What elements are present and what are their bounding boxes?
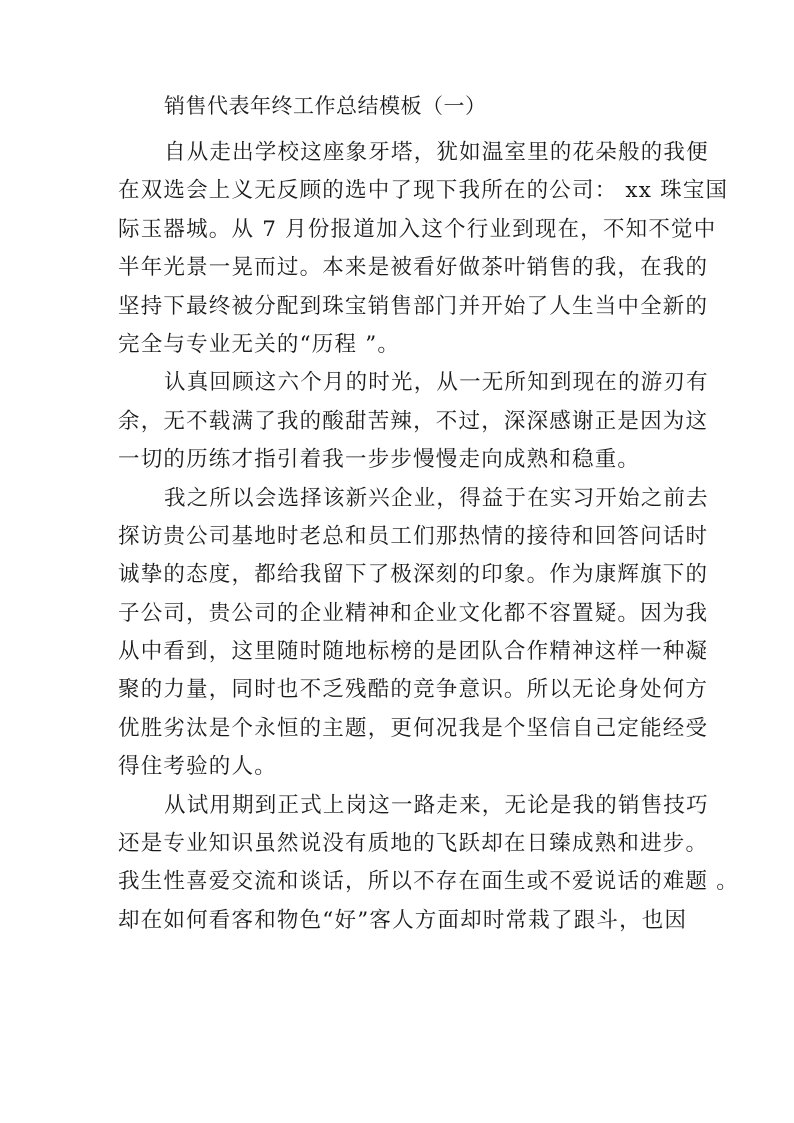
text-line: 却在如何看客和物色“好”客人方面却时常栽了跟斗，也因 (118, 907, 688, 933)
text-line: 我之所以会选择该新兴企业，得益于在实习开始之前去 (164, 485, 709, 511)
text-line: 坚持下最终被分配到珠宝销售部门并开始了人生当中全新的 (118, 293, 709, 319)
text-line: 在双选会上义无反顾的选中了现下我所在的公司： xx 珠宝国 (118, 178, 729, 204)
text-line: 半年光景一晃而过。本来是被看好做茶叶销售的我，在我的 (118, 255, 709, 281)
text-line: 一切的历练才指引着我一步步慢慢走向成熟和稳重。 (118, 447, 641, 473)
text-line: 我生性喜爱交流和谈话，所以不存在面生或不爱说话的难题 。 (118, 869, 739, 895)
text-line: 从中看到，这里随时随地标榜的是团队合作精神这样一种凝 (118, 639, 709, 665)
text-line: 优胜劣汰是个永恒的主题，更何况我是个坚信自己定能经受 (118, 715, 709, 741)
text-line: 际玉器城。从 7 月份报道加入这个行业到现在，不知不觉中 (118, 216, 717, 242)
text-line: 得住考验的人。 (118, 754, 277, 780)
text-line: 从试用期到正式上岗这一路走来，无论是我的销售技巧 (164, 792, 709, 818)
text-line: 子公司，贵公司的企业精神和企业文化都不容置疑。因为我 (118, 600, 709, 626)
text-line: 余，无不载满了我的酸甜苦辣，不过，深深感谢正是因为这 (118, 408, 709, 434)
text-line: 还是专业知识虽然说没有质地的飞跃却在日臻成熟和进步。 (118, 831, 709, 857)
text-line: 认真回顾这六个月的时光，从一无所知到现在的游刃有 (164, 370, 709, 396)
document-body (118, 134, 739, 940)
text-line: 自从走出学校这座象牙塔，犹如温室里的花朵般的我便 (164, 140, 709, 165)
text-line: 探访贵公司基地时老总和员工们那热情的接待和回答问话时 (118, 523, 709, 549)
text-line: 诚挚的态度，都给我留下了极深刻的印象。作为康辉旗下的 (118, 562, 709, 588)
text-line: 聚的力量，同时也不乏残酷的竞争意识。所以无论身处何方 (118, 677, 709, 703)
text-line: 完全与专业无关的“历程 ”。 (118, 331, 401, 357)
page-title: 销售代表年终工作总结模板（一） (164, 94, 487, 118)
